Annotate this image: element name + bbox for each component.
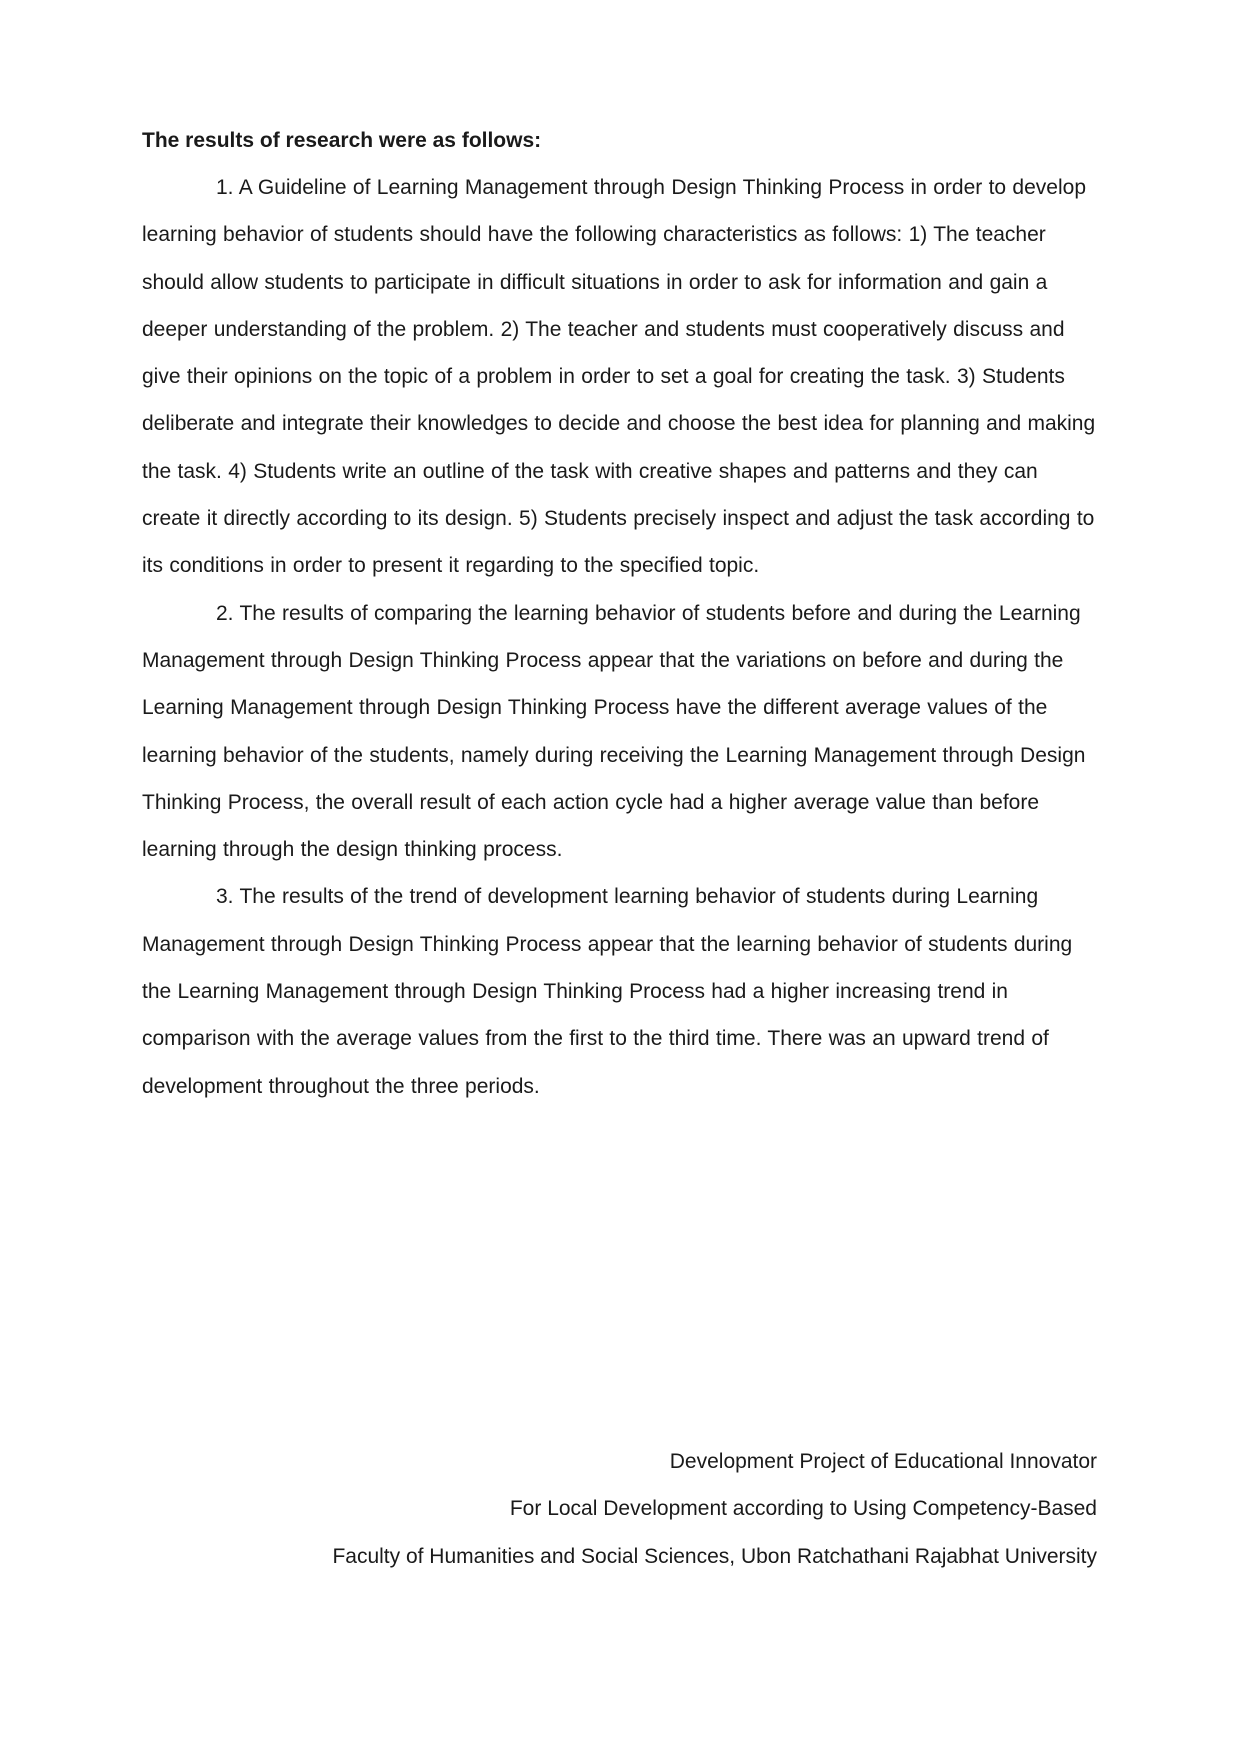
footer-affiliation <box>332 1438 1097 1580</box>
result-paragraph-2: 2. The results of comparing the learning behavior of students before and during the Learning Management through Design Thinking Process appear that the variations on before and during the Learning Management through Design Thinking Process have the different average values of the learning behavior of the students, namely during receiving the Learning Management through Design Thinking Process, the overall result of each action cycle had a higher average value than before learning through the design thinking process. <box>142 601 1086 862</box>
main-content <box>142 117 1097 1110</box>
result-paragraph-1: 1. A Guideline of Learning Management through Design Thinking Process in order to develop learning behavior of students should have the following characteristics as follows: 1) The teacher should allow students to participate in difficult situations in order to ask for information and gain a deeper understanding of the problem. 2) The teacher and students must cooperatively discuss and give their opinions on the topic of a problem in order to set a goal for creating the task. 3) Students deliberate and integrate their knowledges to decide and choose the best idea for planning and making the task. 4) Students write an outline of the task with creative shapes and patterns and they can create it directly according to its design. 5) Students precisely inspect and adjust the task according to its conditions in order to present it regarding to the specified topic. <box>142 176 1096 578</box>
results-heading: The results of research were as follows: <box>142 129 542 152</box>
footer-project-line: Development Project of Educational Innovator <box>669 1450 1097 1473</box>
result-paragraph-3: 3. The results of the trend of development learning behavior of students during Learning Management through Design Thinking Process appear that the learning behavior of students during the Learning Management through Design Thinking Process had a higher increasing trend in comparison with the average values from the first to the third time. There was an upward trend of development throughout the three periods. <box>142 885 1073 1098</box>
footer-faculty-line: Faculty of Humanities and Social Sciences, Ubon Ratchathani Rajabhat University <box>332 1544 1097 1568</box>
footer-development-line: For Local Development according to Using Competency-Based <box>509 1497 1097 1521</box>
